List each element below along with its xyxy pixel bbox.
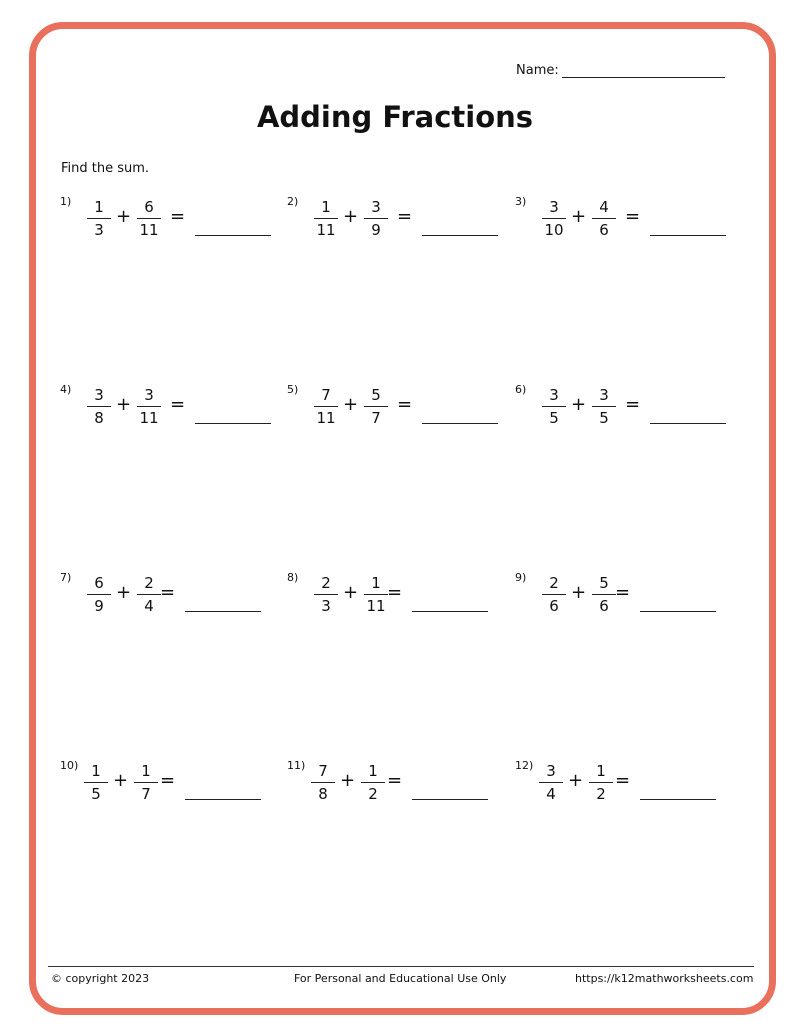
equals-sign: = — [625, 206, 641, 227]
fraction-bar — [314, 218, 338, 219]
numerator: 3 — [546, 762, 556, 780]
denominator: 6 — [599, 221, 609, 239]
name-field — [516, 62, 725, 78]
problem-item — [60, 383, 280, 443]
fraction-bar — [592, 406, 616, 407]
footer-usage: For Personal and Educational Use Only — [294, 972, 507, 985]
numerator: 7 — [321, 386, 331, 404]
name-blank-line[interactable] — [562, 62, 725, 78]
fraction-a — [314, 574, 338, 616]
problem-number: 4) — [60, 383, 72, 396]
numerator: 1 — [368, 762, 378, 780]
fraction-a — [87, 386, 111, 428]
equals-sign: = — [170, 206, 186, 227]
numerator: 3 — [94, 386, 104, 404]
fraction-bar — [592, 218, 616, 219]
answer-blank[interactable] — [195, 423, 271, 424]
plus-sign: + — [571, 206, 587, 227]
fraction-b — [134, 762, 158, 804]
denominator: 11 — [316, 221, 336, 239]
denominator: 5 — [599, 409, 609, 427]
numerator: 1 — [596, 762, 606, 780]
numerator: 3 — [549, 198, 559, 216]
numerator: 2 — [144, 574, 154, 592]
problem-number: 7) — [60, 571, 72, 584]
fraction-b — [592, 574, 616, 616]
numerator: 6 — [94, 574, 104, 592]
equals-sign: = — [625, 394, 641, 415]
fraction-bar — [87, 594, 111, 595]
plus-sign: + — [571, 394, 587, 415]
fraction-bar — [542, 406, 566, 407]
plus-sign: + — [343, 394, 359, 415]
denominator: 9 — [94, 597, 104, 615]
fraction-a — [87, 198, 111, 240]
plus-sign: + — [340, 770, 356, 791]
fraction-b — [361, 762, 385, 804]
answer-blank[interactable] — [640, 799, 716, 800]
fraction-bar — [311, 782, 335, 783]
problem-number: 6) — [515, 383, 527, 396]
numerator: 7 — [318, 762, 328, 780]
equals-sign: = — [160, 582, 176, 603]
denominator: 11 — [139, 221, 159, 239]
answer-blank[interactable] — [185, 799, 261, 800]
denominator: 6 — [549, 597, 559, 615]
numerator: 3 — [599, 386, 609, 404]
footer-site: https://k12mathworksheets.com — [575, 972, 754, 985]
denominator: 11 — [139, 409, 159, 427]
fraction-bar — [361, 782, 385, 783]
problem-item — [515, 759, 735, 819]
equals-sign: = — [615, 582, 631, 603]
problem-item — [287, 383, 507, 443]
answer-blank[interactable] — [195, 235, 271, 236]
fraction-bar — [134, 782, 158, 783]
numerator: 3 — [549, 386, 559, 404]
problem-item — [60, 759, 280, 819]
problem-item — [287, 195, 507, 255]
fraction-bar — [87, 218, 111, 219]
answer-blank[interactable] — [422, 235, 498, 236]
equals-sign: = — [397, 206, 413, 227]
problem-item — [515, 195, 735, 255]
name-label: Name: — [516, 63, 559, 78]
problem-number: 3) — [515, 195, 527, 208]
instructions: Find the sum. — [61, 161, 150, 176]
fraction-bar — [137, 406, 161, 407]
plus-sign: + — [571, 582, 587, 603]
numerator: 6 — [144, 198, 154, 216]
fraction-b — [592, 386, 616, 428]
fraction-bar — [364, 594, 388, 595]
answer-blank[interactable] — [650, 235, 726, 236]
problem-number: 1) — [60, 195, 72, 208]
fraction-b — [592, 198, 616, 240]
numerator: 1 — [94, 198, 104, 216]
fraction-bar — [539, 782, 563, 783]
denominator: 5 — [549, 409, 559, 427]
denominator: 8 — [94, 409, 104, 427]
denominator: 2 — [368, 785, 378, 803]
fraction-a — [539, 762, 563, 804]
denominator: 9 — [371, 221, 381, 239]
answer-blank[interactable] — [412, 611, 488, 612]
fraction-a — [542, 386, 566, 428]
fraction-bar — [589, 782, 613, 783]
fraction-bar — [84, 782, 108, 783]
fraction-b — [589, 762, 613, 804]
answer-blank[interactable] — [412, 799, 488, 800]
fraction-bar — [364, 218, 388, 219]
denominator: 4 — [144, 597, 154, 615]
problem-item — [287, 571, 507, 631]
numerator: 1 — [141, 762, 151, 780]
numerator: 2 — [549, 574, 559, 592]
denominator: 4 — [546, 785, 556, 803]
fraction-a — [314, 386, 338, 428]
problem-number: 10) — [60, 759, 79, 772]
numerator: 3 — [144, 386, 154, 404]
equals-sign: = — [615, 770, 631, 791]
fraction-bar — [542, 594, 566, 595]
numerator: 3 — [371, 198, 381, 216]
problem-item — [515, 571, 735, 631]
equals-sign: = — [160, 770, 176, 791]
fraction-a — [311, 762, 335, 804]
problem-number: 11) — [287, 759, 306, 772]
denominator: 7 — [141, 785, 151, 803]
equals-sign: = — [397, 394, 413, 415]
numerator: 5 — [371, 386, 381, 404]
fraction-b — [137, 386, 161, 428]
numerator: 2 — [321, 574, 331, 592]
denominator: 8 — [318, 785, 328, 803]
plus-sign: + — [343, 206, 359, 227]
plus-sign: + — [116, 206, 132, 227]
fraction-a — [84, 762, 108, 804]
denominator: 11 — [366, 597, 386, 615]
problem-number: 9) — [515, 571, 527, 584]
answer-blank[interactable] — [422, 423, 498, 424]
answer-blank[interactable] — [640, 611, 716, 612]
fraction-b — [364, 198, 388, 240]
denominator: 10 — [544, 221, 564, 239]
fraction-bar — [592, 594, 616, 595]
plus-sign: + — [113, 770, 129, 791]
numerator: 1 — [371, 574, 381, 592]
fraction-a — [314, 198, 338, 240]
answer-blank[interactable] — [185, 611, 261, 612]
fraction-bar — [364, 406, 388, 407]
fraction-b — [364, 574, 388, 616]
plus-sign: + — [116, 394, 132, 415]
fraction-a — [542, 198, 566, 240]
denominator: 3 — [94, 221, 104, 239]
fraction-bar — [542, 218, 566, 219]
fraction-b — [137, 198, 161, 240]
footer-divider — [48, 966, 754, 967]
problem-item — [515, 383, 735, 443]
fraction-b — [364, 386, 388, 428]
denominator: 11 — [316, 409, 336, 427]
fraction-bar — [87, 406, 111, 407]
numerator: 4 — [599, 198, 609, 216]
equals-sign: = — [387, 770, 403, 791]
numerator: 1 — [91, 762, 101, 780]
fraction-a — [542, 574, 566, 616]
answer-blank[interactable] — [650, 423, 726, 424]
fraction-a — [87, 574, 111, 616]
denominator: 6 — [599, 597, 609, 615]
problem-number: 2) — [287, 195, 299, 208]
problem-number: 5) — [287, 383, 299, 396]
fraction-bar — [137, 218, 161, 219]
problem-item — [287, 759, 507, 819]
fraction-bar — [314, 594, 338, 595]
problem-item — [60, 571, 280, 631]
fraction-bar — [137, 594, 161, 595]
problem-number: 8) — [287, 571, 299, 584]
denominator: 3 — [321, 597, 331, 615]
footer-copyright: © copyright 2023 — [51, 972, 150, 985]
plus-sign: + — [343, 582, 359, 603]
denominator: 7 — [371, 409, 381, 427]
numerator: 1 — [321, 198, 331, 216]
problem-item — [60, 195, 280, 255]
numerator: 5 — [599, 574, 609, 592]
fraction-bar — [314, 406, 338, 407]
plus-sign: + — [116, 582, 132, 603]
equals-sign: = — [170, 394, 186, 415]
problem-number: 12) — [515, 759, 534, 772]
fraction-b — [137, 574, 161, 616]
denominator: 2 — [596, 785, 606, 803]
denominator: 5 — [91, 785, 101, 803]
equals-sign: = — [387, 582, 403, 603]
plus-sign: + — [568, 770, 584, 791]
page-title: Adding Fractions — [256, 100, 534, 134]
